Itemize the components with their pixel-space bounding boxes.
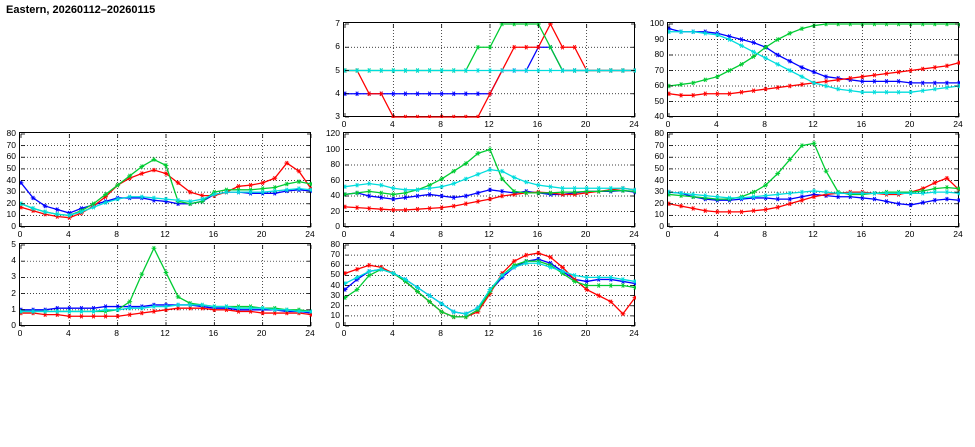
- x-tick-label: 0: [341, 229, 347, 239]
- y-tick-label: 4: [11, 255, 16, 266]
- x-tick-label: 20: [580, 328, 591, 338]
- x-tick-label: 4: [389, 119, 395, 129]
- y-tick-label: 120: [325, 128, 340, 138]
- x-tick-label: 4: [65, 229, 71, 239]
- x-tick-label: 24: [629, 229, 639, 239]
- x-tick-label: 8: [762, 229, 768, 239]
- x-tick-label: 24: [305, 229, 315, 239]
- chart-panel-fsp: [654, 128, 963, 239]
- x-tick-label: 8: [438, 328, 444, 338]
- y-tick-label: 20: [330, 205, 340, 216]
- x-tick-label: 20: [904, 119, 915, 129]
- y-tick-label: 60: [654, 80, 664, 90]
- y-tick-label: 50: [654, 95, 664, 106]
- x-tick-label: 20: [580, 229, 591, 239]
- page-title: Eastern, 20260112–20260115: [6, 4, 156, 16]
- y-tick-label: 30: [654, 186, 664, 197]
- y-tick-label: 100: [649, 18, 664, 28]
- y-tick-label: 1: [11, 303, 16, 314]
- y-tick-label: 20: [330, 299, 340, 310]
- y-tick-label: 30: [6, 186, 16, 197]
- y-tick-label: 40: [654, 174, 664, 185]
- x-tick-label: 8: [762, 119, 768, 129]
- y-tick-label: 10: [6, 209, 16, 220]
- plot-area-fsp: [667, 132, 959, 227]
- x-tick-label: 24: [953, 119, 963, 129]
- y-tick-label: 5: [335, 64, 340, 75]
- x-tick-label: 16: [532, 328, 543, 338]
- x-tick-label: 12: [160, 229, 170, 239]
- x-tick-label: 8: [438, 229, 444, 239]
- y-tick-label: 20: [654, 197, 664, 208]
- y-tick-label: 70: [330, 249, 340, 260]
- y-tick-label: 0: [11, 221, 16, 231]
- x-tick-label: 12: [484, 229, 494, 239]
- y-tick-label: 100: [325, 143, 340, 154]
- x-tick-label: 4: [389, 328, 395, 338]
- x-tick-label: 20: [580, 119, 591, 129]
- y-tick-label: 70: [6, 139, 16, 150]
- y-tick-label: 40: [330, 190, 340, 200]
- y-tick-label: 60: [330, 259, 340, 270]
- y-tick-label: 80: [330, 159, 340, 169]
- x-tick-label: 12: [808, 229, 818, 239]
- x-tick-label: 8: [438, 119, 444, 129]
- y-tick-label: 60: [330, 174, 340, 185]
- x-tick-label: 20: [256, 328, 267, 338]
- x-tick-label: 4: [65, 328, 71, 338]
- y-tick-label: 0: [659, 221, 664, 231]
- y-tick-label: 60: [654, 151, 664, 162]
- y-tick-label: 10: [654, 209, 664, 220]
- y-tick-label: 40: [6, 174, 16, 185]
- x-tick-label: 16: [856, 119, 867, 129]
- x-tick-label: 0: [341, 328, 347, 338]
- x-tick-label: 20: [904, 229, 915, 239]
- x-tick-label: 0: [17, 328, 23, 338]
- chart-panel-aqhi: [335, 18, 639, 129]
- plot-area-rsp: [343, 132, 635, 227]
- y-tick-label: 10: [330, 309, 340, 320]
- x-tick-label: 16: [532, 119, 543, 129]
- x-tick-label: 24: [629, 328, 639, 338]
- y-tick-label: 7: [335, 18, 340, 28]
- x-tick-label: 20: [256, 229, 267, 239]
- x-tick-label: 24: [629, 119, 639, 129]
- x-tick-label: 12: [160, 328, 170, 338]
- x-tick-label: 16: [856, 229, 867, 239]
- x-tick-label: 12: [484, 119, 494, 129]
- x-tick-label: 16: [208, 328, 219, 338]
- y-tick-label: 70: [654, 139, 664, 150]
- x-tick-label: 0: [17, 229, 23, 239]
- x-tick-label: 12: [808, 119, 818, 129]
- x-tick-label: 8: [114, 328, 120, 338]
- x-tick-label: 4: [713, 229, 719, 239]
- y-tick-label: 0: [335, 221, 340, 231]
- y-tick-label: 60: [6, 151, 16, 162]
- chart-panel-so2: [11, 239, 315, 338]
- plot-area-no2: [19, 132, 311, 227]
- plot-area-aqi: [667, 22, 959, 117]
- x-tick-label: 24: [305, 328, 315, 338]
- x-tick-label: 0: [665, 229, 671, 239]
- y-tick-label: 0: [335, 320, 340, 330]
- y-tick-label: 50: [6, 162, 16, 173]
- y-tick-label: 70: [654, 64, 664, 75]
- y-tick-label: 20: [6, 197, 16, 208]
- y-tick-label: 4: [335, 87, 340, 98]
- y-tick-label: 90: [654, 33, 664, 44]
- y-tick-label: 40: [654, 111, 664, 121]
- y-tick-label: 50: [330, 269, 340, 280]
- y-tick-label: 5: [11, 239, 16, 249]
- y-tick-label: 30: [330, 289, 340, 300]
- x-tick-label: 4: [713, 119, 719, 129]
- y-tick-label: 2: [11, 287, 16, 298]
- x-tick-label: 0: [665, 119, 671, 129]
- y-tick-label: 80: [6, 128, 16, 138]
- plot-area-o3: [343, 243, 635, 326]
- x-tick-label: 16: [532, 229, 543, 239]
- chart-panel-o3: [330, 239, 639, 338]
- x-tick-label: 16: [208, 229, 219, 239]
- chart-panel-rsp: [325, 128, 639, 239]
- chart-panel-no2: [6, 128, 315, 239]
- y-tick-label: 3: [11, 271, 16, 282]
- y-tick-label: 3: [335, 111, 340, 121]
- plot-area-so2: [19, 243, 311, 326]
- chart-panel-aqi: [649, 18, 963, 129]
- x-tick-label: 4: [389, 229, 395, 239]
- x-tick-label: 0: [341, 119, 347, 129]
- y-tick-label: 0: [11, 320, 16, 330]
- y-tick-label: 80: [654, 128, 664, 138]
- y-tick-label: 40: [330, 279, 340, 290]
- x-tick-label: 12: [484, 328, 494, 338]
- x-tick-label: 24: [953, 229, 963, 239]
- y-tick-label: 80: [654, 49, 664, 59]
- x-tick-label: 8: [114, 229, 120, 239]
- plot-area-aqhi: [343, 22, 635, 117]
- y-tick-label: 6: [335, 41, 340, 52]
- y-tick-label: 80: [330, 239, 340, 249]
- y-tick-label: 50: [654, 162, 664, 173]
